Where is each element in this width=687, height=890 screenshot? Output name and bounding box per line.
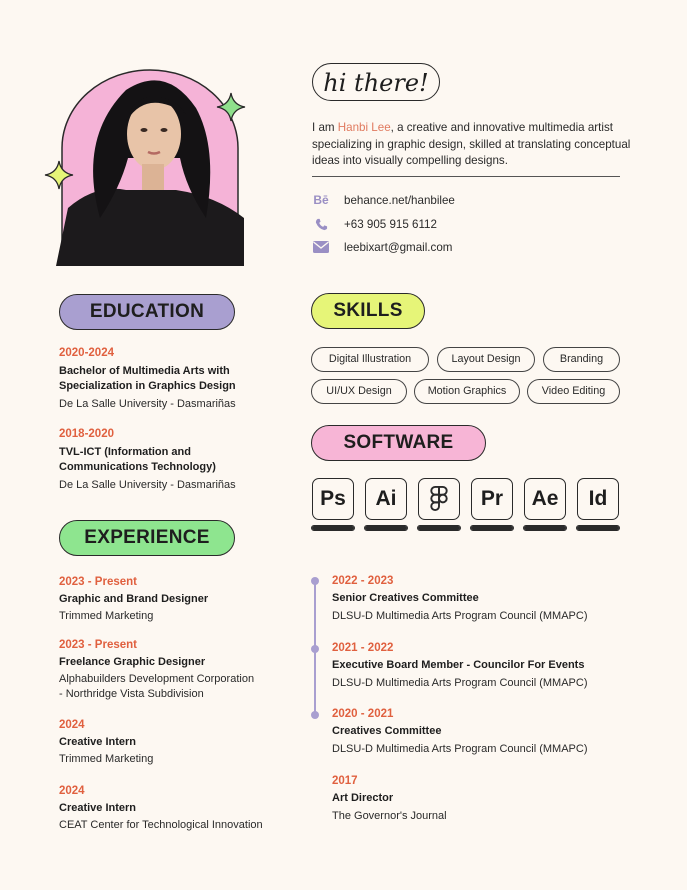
sparkle-icon: [216, 92, 246, 122]
entry-date: 2023 - Present: [59, 639, 137, 651]
entry-sub: Alphabuilders Development Corporation: [59, 673, 255, 685]
skill-chip: Branding: [543, 347, 620, 372]
entry-date: 2021 - 2022: [332, 642, 394, 654]
skills-heading: SKILLS: [311, 293, 425, 329]
illustrator-icon: Ai: [365, 478, 407, 520]
entry-date: 2023 - Present: [59, 576, 137, 588]
entry-title: Graphic and Brand Designer: [59, 593, 209, 605]
organization-item: [332, 642, 632, 691]
entry-title: Creative Intern: [59, 802, 137, 814]
entry-title: Senior Creatives Committee: [332, 592, 479, 604]
contact-behance[interactable]: [312, 193, 455, 207]
premiere-icon: Pr: [471, 478, 513, 520]
entry-title: Creative Intern: [59, 736, 137, 748]
skill-level-bar: [523, 525, 567, 531]
divider: [312, 176, 620, 177]
skill-chip: Digital Illustration: [311, 347, 429, 372]
experience-item: [59, 576, 299, 624]
entry-sub: The Governor's Journal: [332, 810, 447, 822]
indesign-icon: Id: [577, 478, 619, 520]
organization-item: [332, 775, 632, 824]
contact-phone[interactable]: [312, 217, 437, 231]
skill-level-bar: [311, 525, 355, 531]
experience-item: [59, 719, 299, 767]
greeting-badge: hi there!: [312, 63, 440, 101]
skill-chip: Layout Design: [437, 347, 535, 372]
entry-school: De La Salle University - Dasmariñas: [59, 479, 236, 491]
entry-date: 2024: [59, 785, 85, 797]
organization-item: [332, 708, 632, 757]
entry-school: De La Salle University - Dasmariñas: [59, 398, 236, 410]
experience-item: [59, 639, 299, 702]
entry-date: 2018-2020: [59, 428, 114, 440]
entry-title: Communications Technology): [59, 461, 216, 473]
contact-text: leebixart@gmail.com: [344, 240, 453, 254]
contact-text: +63 905 915 6112: [344, 217, 437, 231]
entry-date: 2020 - 2021: [332, 708, 394, 720]
entry-title: Executive Board Member - Councilor For Events: [332, 659, 585, 671]
entry-date: 2024: [59, 719, 85, 731]
photoshop-icon: Ps: [312, 478, 354, 520]
entry-sub: DLSU-D Multimedia Arts Program Council (MMAPC): [332, 610, 588, 622]
entry-sub: Trimmed Marketing: [59, 753, 154, 765]
skill-level-bar: [364, 525, 408, 531]
education-heading: EDUCATION: [59, 294, 235, 330]
entry-title: Specialization in Graphics Design: [59, 380, 236, 392]
contact-email[interactable]: [312, 240, 452, 254]
skill-chip: Video Editing: [527, 379, 620, 404]
entry-sub: DLSU-D Multimedia Arts Program Council (MMAPC): [332, 743, 588, 755]
skill-chip: Motion Graphics: [414, 379, 520, 404]
entry-sub: DLSU-D Multimedia Arts Program Council (MMAPC): [332, 677, 588, 689]
intro-text: I am Hanbi Lee, a creative and innovative multimedia artist specializing in graphic design, skilled at translating conceptual ideas into visually compelling designs.: [312, 121, 631, 167]
entry-sub: Trimmed Marketing: [59, 610, 154, 622]
entry-date: 2022 - 2023: [332, 575, 394, 587]
entry-title: TVL-ICT (Information and: [59, 446, 191, 458]
phone-icon: [312, 217, 330, 231]
experience-heading: EXPERIENCE: [59, 520, 235, 556]
education-item: [59, 428, 289, 493]
entry-title: Creatives Committee: [332, 725, 442, 737]
entry-sub: - Northridge Vista Subdivision: [59, 688, 204, 700]
figma-icon: [418, 478, 460, 520]
timeline-dot: [311, 711, 319, 719]
after-effects-icon: Ae: [524, 478, 566, 520]
behance-icon: Bē: [313, 193, 329, 207]
entry-sub: CEAT Center for Technological Innovation: [59, 819, 263, 831]
timeline-dot: [311, 577, 319, 585]
skill-level-bar: [576, 525, 620, 531]
entry-date: 2017: [332, 775, 358, 787]
education-item: [59, 347, 289, 412]
software-heading: SOFTWARE: [311, 425, 486, 461]
experience-item: [59, 785, 299, 833]
entry-title: Bachelor of Multimedia Arts with: [59, 365, 230, 377]
skill-level-bar: [470, 525, 514, 531]
skill-level-bar: [417, 525, 461, 531]
mail-icon: [312, 240, 330, 254]
timeline-dot: [311, 645, 319, 653]
entry-date: 2020-2024: [59, 347, 114, 359]
name-highlight: Hanbi Lee: [337, 121, 391, 134]
sparkle-icon: [44, 160, 74, 190]
contact-text: behance.net/hanbilee: [344, 193, 455, 207]
entry-title: Freelance Graphic Designer: [59, 656, 206, 668]
organization-item: [332, 575, 632, 624]
skill-chip: UI/UX Design: [311, 379, 407, 404]
entry-title: Art Director: [332, 792, 394, 804]
